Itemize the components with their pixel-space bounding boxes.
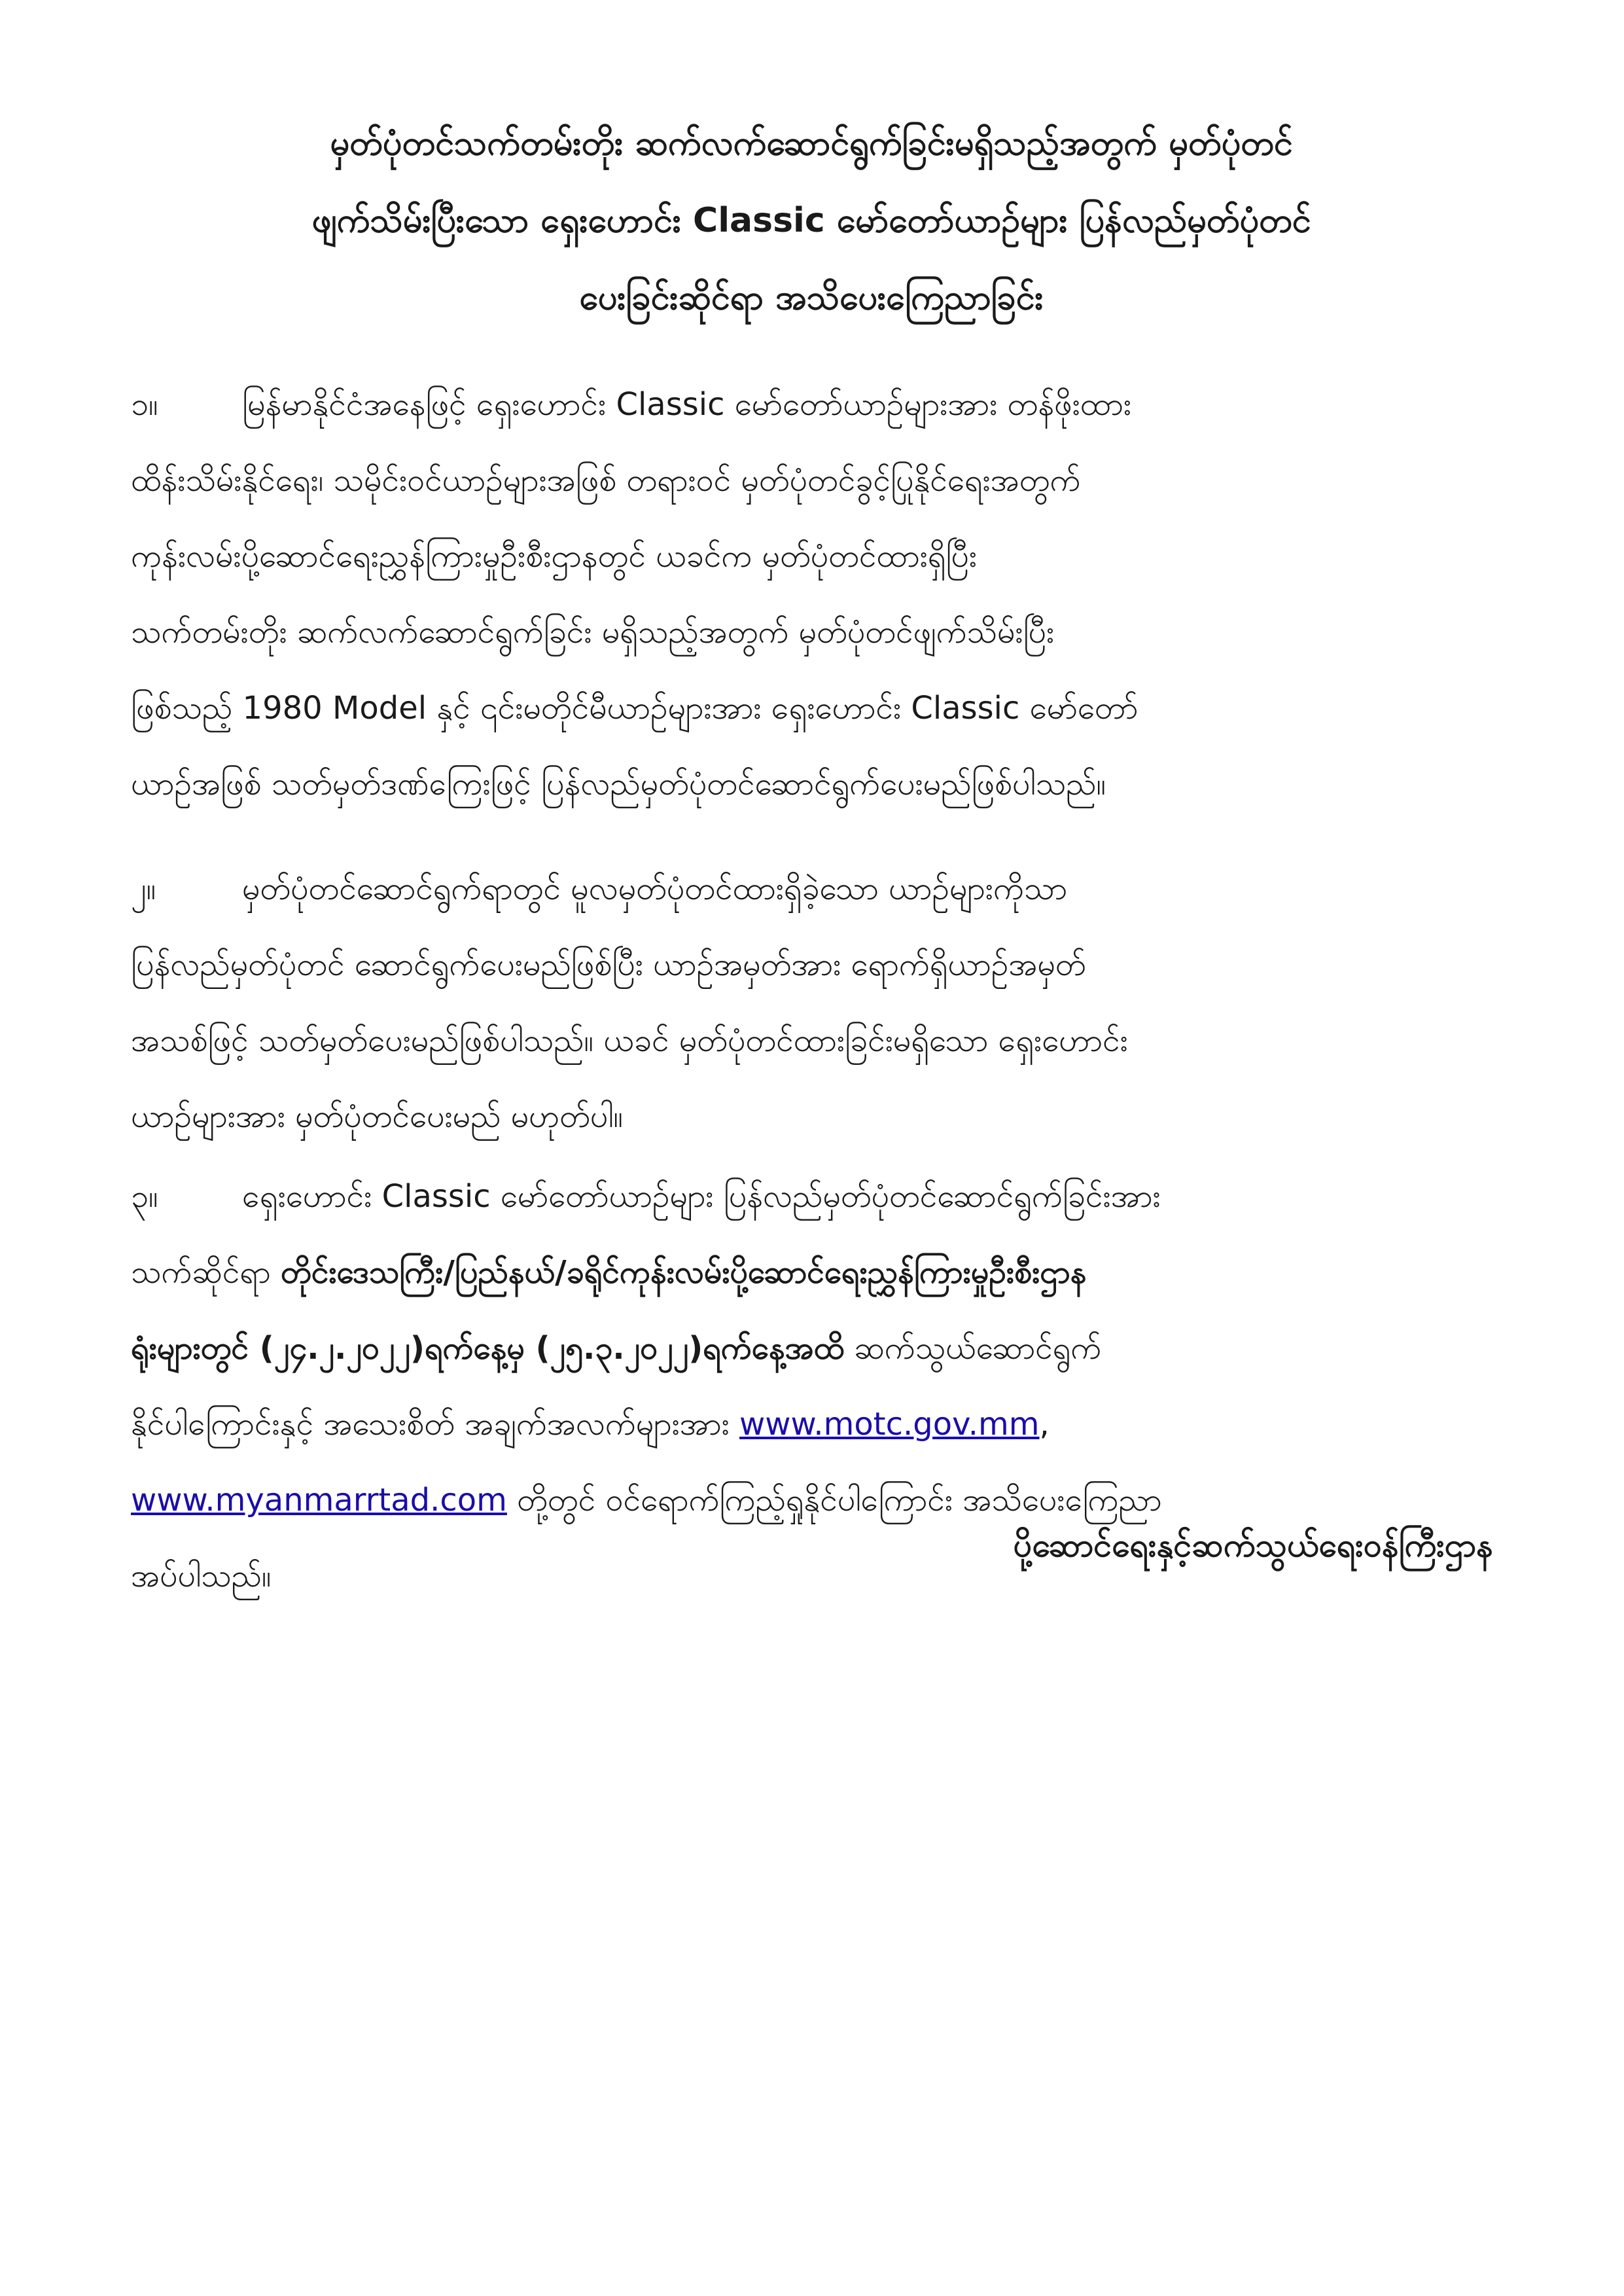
- paragraph-line: ဖြစ်သည့် 1980 Model နှင့် ၎င်းမတိုင်မီယာဉ်များအား ရှေးဟောင်း Classic မော်တော်: [131, 690, 1139, 726]
- myanmarrtad-website-link[interactable]: www.myanmarrtad.com: [131, 1482, 507, 1518]
- paragraph-text: နိုင်ပါကြောင်းနှင့် အသေးစိတ် အချက်အလက်များအား: [131, 1406, 740, 1443]
- paragraph-text: ရှေးဟောင်း Classic မော်တော်ယာဉ်များ ပြန်လည်မှတ်ပုံတင်ဆောင်ရွက်ခြင်းအား: [242, 1178, 1161, 1215]
- paragraph-text: ဆက်သွယ်ဆောင်ရွက်: [844, 1330, 1102, 1367]
- paragraph-line: ထိန်းသိမ်းနိုင်ရေး၊ သမိုင်းဝင်ယာဉ်များအဖြစ် တရားဝင် မှတ်ပုံတင်ခွင့်ပြုနိုင်ရေးအတွက်: [131, 462, 1081, 499]
- paragraph-line: ကုန်းလမ်းပို့ဆောင်ရေးညွှန်ကြားမှုဦးစီးဌာနတွင် ယခင်က မှတ်ပုံတင်ထားရှိပြီး: [131, 538, 978, 575]
- signature-ministry: ပို့ဆောင်ရေးနှင့်ဆက်သွယ်ရေးဝန်ကြီးဌာန: [1013, 1526, 1493, 1564]
- paragraph-text: သက်ဆိုင်ရာ: [131, 1254, 281, 1291]
- document-title: [131, 105, 1492, 336]
- paragraph-1: [131, 367, 1492, 822]
- paragraph-number: ၂။: [131, 870, 156, 907]
- paragraph-line: ယာဉ်များအား မှတ်ပုံတင်ပေးမည် မဟုတ်ပါ။: [131, 1098, 624, 1135]
- paragraph-line: ယာဉ်အဖြစ် သတ်မှတ်ဒဏ်ကြေးဖြင့် ပြန်လည်မှတ်ပုံတင်ဆောင်ရွက်ပေးမည်ဖြစ်ပါသည်။: [131, 766, 1106, 802]
- paragraph-line: [131, 1386, 1492, 1462]
- paragraph-line: [131, 367, 1492, 442]
- paragraph-number: ၃။: [131, 1178, 158, 1215]
- paragraph-number: ၁။: [131, 386, 158, 423]
- paragraph-line: အပ်ပါသည်။: [131, 1558, 272, 1594]
- title-line: မှတ်ပုံတင်သက်တမ်းတိုး ဆက်လက်ဆောင်ရွက်ခြင်းမရှိသည့်အတွက် မှတ်ပုံတင်: [330, 124, 1293, 163]
- title-line: ပေးခြင်းဆိုင်ရာ အသိပေးကြေညာခြင်း: [579, 278, 1044, 317]
- paragraph-line: [131, 1158, 1492, 1234]
- paragraph-line: [131, 1310, 1492, 1386]
- paragraph-line: [131, 851, 1492, 927]
- paragraph-text: ,: [1039, 1406, 1050, 1443]
- paragraph-line: သက်တမ်းတိုး ဆက်လက်ဆောင်ရွက်ခြင်း မရှိသည့်အတွက် မှတ်ပုံတင်ဖျက်သိမ်းပြီး: [131, 614, 1055, 651]
- paragraph-2: [131, 851, 1492, 1155]
- motc-website-link[interactable]: www.motc.gov.mm: [739, 1406, 1040, 1443]
- paragraph-text: မြန်မာနိုင်ငံအနေဖြင့် ရှေးဟောင်း Classic မော်တော်ယာဉ်များအား တန်ဖိုးထား: [242, 386, 1132, 423]
- paragraph-line: အသစ်ဖြင့် သတ်မှတ်ပေးမည်ဖြစ်ပါသည်။ ယခင် မှတ်ပုံတင်ထားခြင်းမရှိသော ရှေးဟောင်း: [131, 1022, 1128, 1059]
- date-range-bold: ရုံးများတွင် (၂၄.၂.၂၀၂၂)ရက်နေ့မှ (၂၅.၃.၂၀၂၂)ရက်နေ့အထိ: [131, 1330, 845, 1367]
- paragraph-text: မှတ်ပုံတင်ဆောင်ရွက်ရာတွင် မူလမှတ်ပုံတင်ထားရှိခဲ့သော ယာဉ်များကိုသာ: [242, 870, 1068, 907]
- office-name-bold: တိုင်းဒေသကြီး/ပြည်နယ်/ခရိုင်ကုန်းလမ်းပို့ဆောင်ရေးညွှန်ကြားမှုဦးစီးဌာန: [280, 1254, 1087, 1291]
- paragraph-line: ပြန်လည်မှတ်ပုံတင် ဆောင်ရွက်ပေးမည်ဖြစ်ပြီး ယာဉ်အမှတ်အား ရောက်ရှိယာဉ်အမှတ်: [131, 946, 1086, 983]
- paragraph-text: တို့တွင် ဝင်ရောက်ကြည့်ရှုနိုင်ပါကြောင်း အသိပေးကြေညာ: [506, 1482, 1162, 1518]
- title-line: ဖျက်သိမ်းပြီးသော ရှေးဟောင်း Classic မော်တော်ယာဉ်များ ပြန်လည်မှတ်ပုံတင်: [311, 201, 1311, 240]
- paragraph-line: [131, 1234, 1492, 1310]
